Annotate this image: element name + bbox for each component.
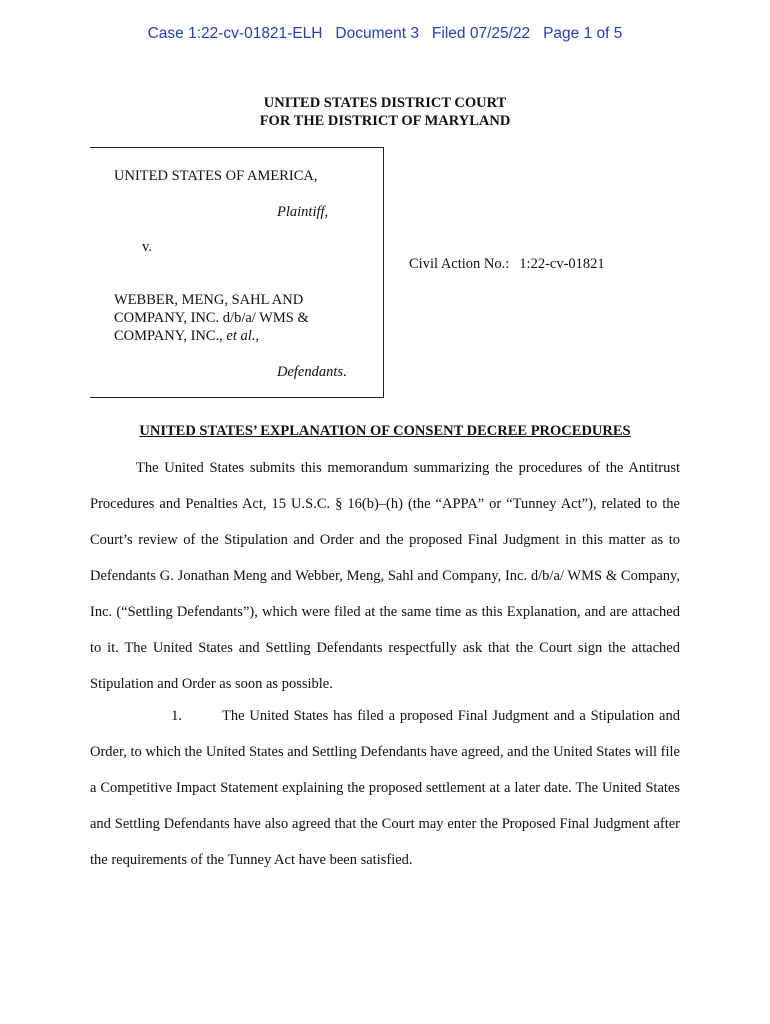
civil-action-label: Civil Action No.: [409,256,510,272]
defendant-name-main: WEBBER, MENG, SAHL AND COMPANY, INC. d/b/a/ WMS & COMPANY, INC., [114,292,309,344]
defendant-name [114,291,354,345]
stamp-filed-date: Filed 07/25/22 [431,25,531,42]
stamp-page-number: Page 1 of 5 [543,25,623,42]
plaintiff-name: UNITED STATES OF AMERICA, [114,168,318,184]
defendant-label-text: Defendants [277,364,344,380]
civil-action-number [409,256,605,273]
numbered-paragraph-1 [90,698,680,878]
civil-action-value: 1:22-cv-01821 [519,256,605,272]
defendant-label [277,363,347,381]
paragraph-number: 1. [171,708,182,724]
stamp-case-number: Case 1:22-cv-01821-ELH [147,25,323,42]
defendant-name-end: , [255,328,260,344]
defendant-label-end: . [343,364,347,380]
court-heading-line2: FOR THE DISTRICT OF MARYLAND [259,113,511,129]
versus-label: v. [142,239,152,255]
court-heading [0,94,770,130]
case-caption-box [90,147,384,398]
paragraph-text: The United States has filed a proposed Final Judgment and a Stipulation and Order, to which the United States and Settling Defendants have agreed, and the United States will file a Competitive Impact Statement explaining the proposed settlement at a later date. The United States and Settling Defendants have also agreed that the Court may enter the Proposed Final Judgment after the requirements of the Tunney Act have been satisfied. [90,708,680,868]
stamp-document-number: Document 3 [335,25,419,42]
plaintiff-label: Plaintiff, [277,204,329,220]
court-heading-line1: UNITED STATES DISTRICT COURT [263,95,507,111]
defendant-name-etal: et al. [226,328,256,344]
ecf-header-stamp [0,25,770,43]
document-title: UNITED STATES’ EXPLANATION OF CONSENT DECREE PROCEDURES [139,423,631,439]
intro-paragraph: The United States submits this memorandum summarizing the procedures of the Antitrust Procedures and Penalties Act, 15 U.S.C. § 16(b)–(h) (the “APPA” or “Tunney Act”), related to the Court’s review of the Stipulation and Order and the proposed Final Judgment in this matter as to Defendants G. Jonathan Meng and Webber, Meng, Sahl and Company, Inc. d/b/a/ WMS & Company, Inc. (“Settling Defendants”), which were filed at the same time as this Explanation, and are attached to it. The United States and Settling Defendants respectfully ask that the Court sign the attached Stipulation and Order as soon as possible. [90,460,680,692]
